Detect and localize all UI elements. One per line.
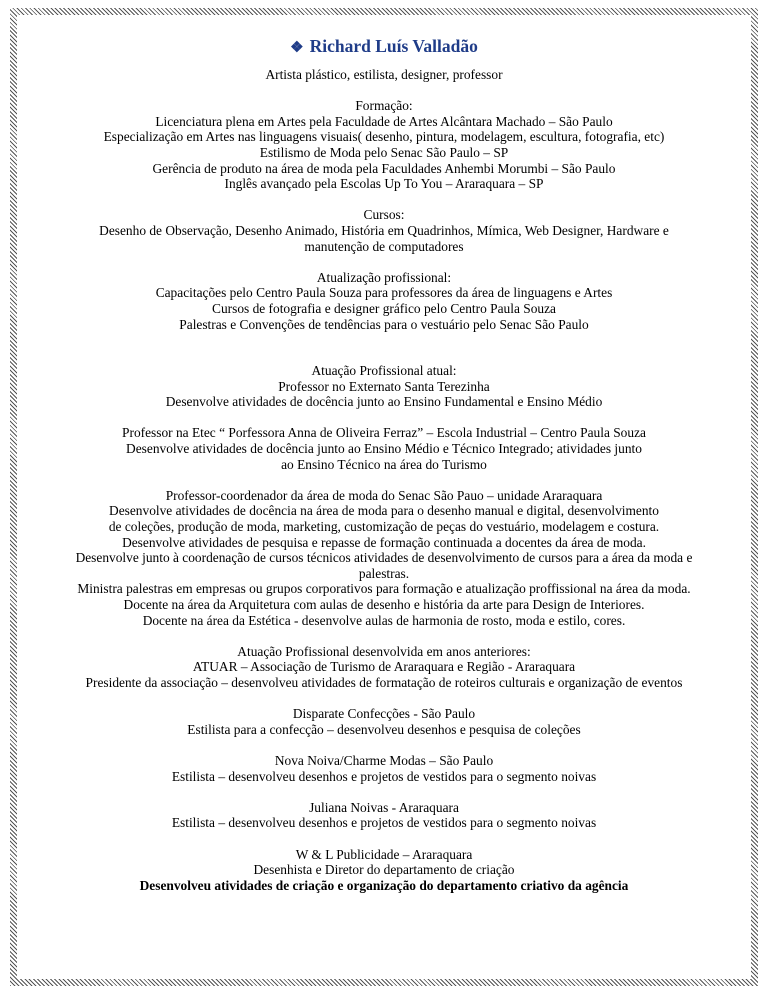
list-item: Estilista para a confecção – desenvolveu desenhos e pesquisa de coleções [187, 721, 581, 737]
section-etec [30, 425, 738, 472]
section-formacao [30, 98, 738, 192]
list-item: Capacitações pelo Centro Paula Souza para professores da área de linguagens e Artes [155, 285, 613, 301]
list-item: W & L Publicidade – Araraquara [295, 846, 473, 862]
list-item: Desenho de Observação, Desenho Animado, História em Quadrinhos, Mímica, Web Designer, Hardware e [99, 222, 669, 238]
list-item: Presidente da associação – desenvolveu atividades de formatação de roteiros culturais e organização de eventos [85, 674, 683, 690]
list-item: Desenvolve atividades de docência junto ao Ensino Médio e Técnico Integrado; atividades junto [126, 441, 642, 457]
list-item: Palestras e Convenções de tendências para o vestuário pelo Senac São Paulo [179, 316, 589, 332]
list-item: ao Ensino Técnico na área do Turismo [281, 456, 487, 472]
list-item: palestras. [358, 565, 410, 581]
section-disparate [30, 706, 738, 737]
list-item: de coleções, produção de moda, marketing, customização de peças do vestuário, modelagem e costura. [108, 519, 660, 535]
section-nova-noiva [30, 753, 738, 784]
list-item: Gerência de produto na área de moda pela Faculdades Anhembi Morumbi – São Paulo [152, 160, 616, 176]
list-item: Docente na área da Arquitetura com aulas de desenho e história da arte para Design de Interiores. [123, 597, 645, 612]
list-item: Especialização em Artes nas linguagens visuais( desenho, pintura, modelagem, escultura, fotografia, etc) [103, 129, 665, 145]
list-item: Disparate Confecções - São Paulo [292, 706, 476, 722]
section-heading: Atuação Profissional atual: [311, 363, 457, 379]
list-item: Ministra palestras em empresas ou grupos corporativos para formação e atualização proffissional na área da moda. [77, 581, 691, 597]
section-atualizacao [30, 270, 738, 332]
section-senac [30, 488, 738, 628]
list-item: Desenvolve atividades de docência na área de moda para o desenho manual e digital, desenvolvimento [109, 503, 659, 519]
section-cursos [30, 207, 738, 254]
section-juliana [30, 800, 738, 831]
list-item: Professor na Etec “ Porfessora Anna de Oliveira Ferraz” – Escola Industrial – Centro Paula Souza [122, 425, 646, 441]
section-wl [30, 847, 738, 894]
list-item: Estilista – desenvolveu desenhos e projetos de vestidos para o segmento noivas [171, 768, 597, 784]
list-item: Professor no Externato Santa Terezinha [278, 378, 490, 394]
diamond-bullet-icon: ❖ [290, 40, 304, 56]
list-item: Inglês avançado pela Escolas Up To You – Araraquara – SP [224, 176, 544, 192]
list-item: Desenvolve atividades de docência junto ao Ensino Fundamental e Ensino Médio [165, 394, 603, 410]
list-item: Juliana Noivas - Araraquara [309, 799, 459, 815]
intro-text: Artista plástico, estilista, designer, professor [265, 67, 503, 82]
list-item: Professor-coordenador da área de moda do Senac São Pauo – unidade Araraquara [165, 487, 603, 503]
list-item: Estilista – desenvolveu desenhos e projetos de vestidos para o segmento noivas [171, 815, 597, 831]
list-item: ATUAR – Associação de Turismo de Araraquara e Região - Araraquara [192, 659, 576, 675]
list-item: Nova Noiva/Charme Modas – São Paulo [274, 752, 494, 768]
list-item-bold: Desenvolveu atividades de criação e organização do departamento criativo da agência [139, 877, 629, 893]
list-item: Licenciatura plena em Artes pela Faculdade de Artes Alcântara Machado – São Paulo [155, 113, 613, 129]
list-item: Desenhista e Diretor do departamento de criação [253, 862, 515, 878]
section-heading: Formação: [355, 98, 413, 114]
section-anteriores [30, 644, 738, 691]
page-title [30, 36, 738, 58]
person-name: Richard Luís Valladão [309, 36, 478, 56]
list-item: Estilismo de Moda pelo Senac São Paulo – SP [259, 144, 509, 160]
section-atuacao-atual [30, 363, 738, 410]
section-heading: Atuação Profissional desenvolvida em anos anteriores: [237, 643, 531, 659]
list-item: Docente na área da Estética - desenvolve aulas de harmonia de rosto, moda e estilo, cores. [142, 612, 626, 628]
list-item: Desenvolve atividades de pesquisa e repasse de formação continuada a docentes da área de moda. [122, 534, 646, 550]
list-item: Cursos de fotografia e designer gráfico pelo Centro Paula Souza [212, 300, 556, 316]
list-item: manutenção de computadores [304, 238, 464, 254]
resume-document [30, 36, 738, 893]
list-item: Desenvolve junto à coordenação de cursos técnicos atividades de desenvolvimento de cursos para a área da moda e [75, 550, 693, 566]
section-heading: Atualização profissional: [316, 269, 452, 285]
section-heading: Cursos: [363, 207, 405, 223]
